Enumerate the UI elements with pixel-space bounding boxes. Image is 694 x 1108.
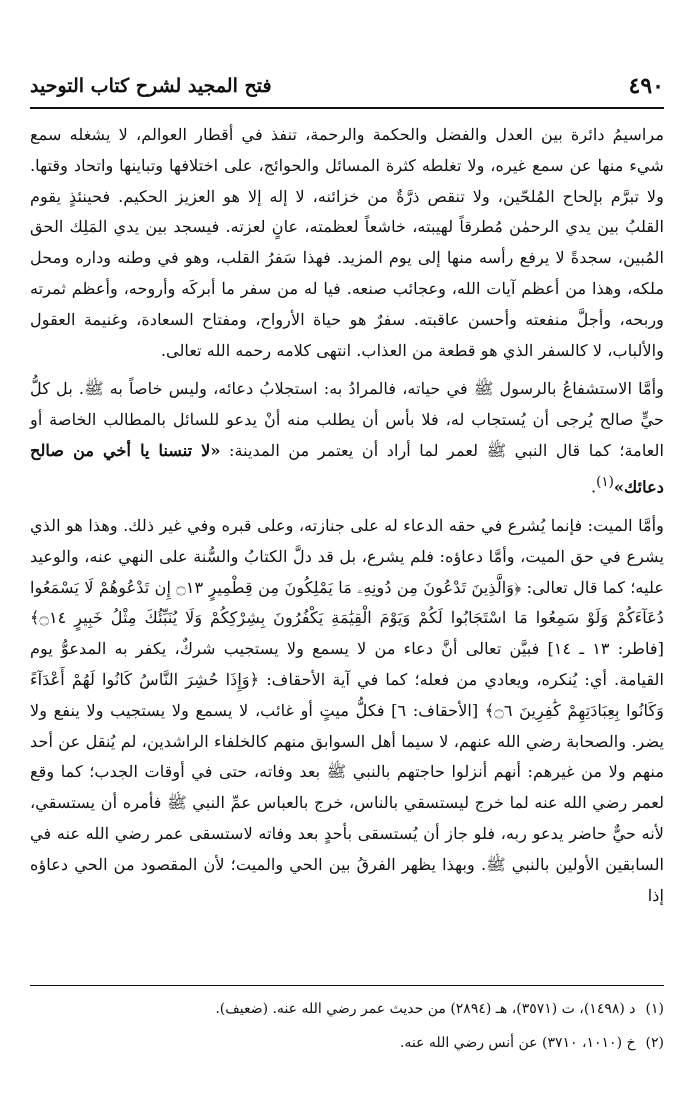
- footnote-divider: [30, 985, 664, 986]
- page-number: ٤٩٠: [628, 73, 664, 99]
- paragraph: مراسيمُ دائرة بين العدل والفضل والحكمة والرحمة، تنفذ في أقطار العوالم، لا يشغله سمع شيء منها عن سمع غيره، ولا تغلطه كثرة المسائل والحوائج، على اختلافها وتباينها واتحاد وقتها. ولا تبرَّم بإلحاح المُلحّين، ولا تنقص ذرَّةٌ من خزائنه، لا إله إلا هو العزيز الحكيم. فحينئذٍ يقوم القلبُ بين يدي الرحمٰن مُطرقاً لهيبته، خاشعاً لعظمته، عانٍ لعزته. فيسجد بين يدي المَلِك الحق المُبين، سجدةً لا يرفع رأسه منها إلى يوم المزيد. فهذا سَفرُ القلب، وهو في وطنه وداره ومحل ملكه، وهذا من أعظم آيات الله، وعجائب صنعه. فيا له من سفر ما أبركَه وأروحه، وأعظم ثمرته وربحه، وأجلَّ منفعته وأحسن عاقبته. سفرٌ هو حياة الأرواح، ومفتاح السعادة، وغنيمة العقول والألباب، لا كالسفر الذي هو قطعة من العذاب. انتهى كلامه رحمه الله تعالى.: [30, 125, 664, 360]
- footnote: [30, 1026, 664, 1060]
- footnote: [30, 992, 664, 1026]
- main-text: [30, 120, 664, 911]
- footnotes: [30, 992, 664, 1060]
- footnote-text: خ (١٠١٠، ٣٧١٠) عن أنس رضي الله عنه.: [399, 1035, 636, 1051]
- page-header: [30, 72, 664, 102]
- header-divider: [30, 107, 664, 109]
- book-title: فتح المجيد لشرح كتاب التوحيد: [30, 75, 272, 97]
- hadith-quote: «لا تنسنا يا أخي من صالح دعائك»: [30, 440, 664, 497]
- paragraph: وأمَّا الاستشفاعُ بالرسول ﷺ في حياته، فالمرادُ به: استجلابُ دعائه، وليس خاصاً به ﷺ. بل كلُّ حيٍّ صالح يُرجى أن يُستجاب له، فلا بأس أن يطلب منه أنْ يدعو للسائل بالمطالب الخاصة أو العامة؛ كما قال النبي ﷺ لعمر لما أراد أن يعتمر من المدينة: «لا تنسنا يا أخي من صالح دعائك»$^{(١)}$.: [30, 379, 664, 497]
- footnote-text: د (١٤٩٨)، ت (٣٥٧١)، هـ (٢٨٩٤) من حديث عمر رضي الله عنه. (ضعيف).: [215, 1001, 636, 1017]
- paragraph: وأمَّا الميت: فإنما يُشرع في حقه الدعاء له على جنازته، وعلى قبره وفي غير ذلك. وهذا هو الذي يشرع في حق الميت، وأمَّا دعاؤه: فلم يشرع، بل قد دلَّ الكتابُ والسُّنة على النهي عنه، والوعيد عليه؛ كما قال تعالى: ﴿وَالَّذِينَ تَدْعُونَ مِن دُونِهِۦ مَا يَمْلِكُونَ مِن قِطْمِيرٍ ۝١٣ إِن تَدْعُوهُمْ لَا يَسْمَعُوا دُعَآءَكُمْ وَلَوْ سَمِعُوا مَا اسْتَجَابُوا لَكُمْ وَيَوْمَ الْقِيَٰمَةِ يَكْفُرُونَ بِشِرْكِكُمْ وَلَا يُنَبِّئُكَ مِثْلُ خَبِيرٍ ۝١٤﴾ [فاطر: ١٣ ـ ١٤] فبيَّن تعالى أنَّ دعاء من لا يسمع ولا يستجيب شركٌ، يكفر به المدعوُّ يوم القيامة. أي: يُنكره، ويعادي من فعله؛ كما في آية الأحقاف: ﴿وَإِذَا حُشِرَ النَّاسُ كَانُوا لَهُمْ أَعْدَآءً وَكَانُوا بِعِبَادَتِهِمْ كَٰفِرِينَ ۝٦﴾ [الأحقاف: ٦] فكلُّ ميتٍ أو غائب، لا يسمع ولا يستجيب ولا ينفع ولا يضر. والصحابة رضي الله عنهم، لا سيما أهل السوابق منهم كالخلفاء الراشدين، لم يُنقل عن أحد منهم ولا من غيرهم: أنهم أنزلوا حاجتهم بالنبي ﷺ بعد وفاته، حتى في أوقات الجدب؛ كما وقع لعمر رضي الله عنه لما خرج ليستسقي بالناس، خرج بالعباس عمِّ النبي ﷺ فأمره أن يستسقي، لأنه حيٌّ حاضر يدعو ربه، فلو جاز أن يُستسقى بأحدٍ بعد وفاته لاستسقى عمر رضي الله عنه في السابقين الأولين بالنبي ﷺ. وبهذا يظهر الفرقُ بين الحي والميت؛ لأن المقصود من الحي دعاؤه إذا: [30, 515, 664, 905]
- paragraph-text: وأمَّا الاستشفاعُ بالرسول ﷺ في حياته، فالمرادُ به: استجلابُ دعائه، وليس خاصاً به ﷺ. بل كلُّ حيٍّ صالح يُرجى أن يُستجاب له، فلا بأس أن يطلب منه أنْ يدعو للسائل بالمطالب الخاصة أو العامة؛ كما قال النبي ﷺ لعمر لما أراد أن يعتمر من المدينة:: [30, 379, 664, 460]
- footnote-number: (٢): [645, 1035, 664, 1051]
- footnote-marker[interactable]: (١): [596, 473, 614, 490]
- footnote-number: (١): [645, 1001, 664, 1017]
